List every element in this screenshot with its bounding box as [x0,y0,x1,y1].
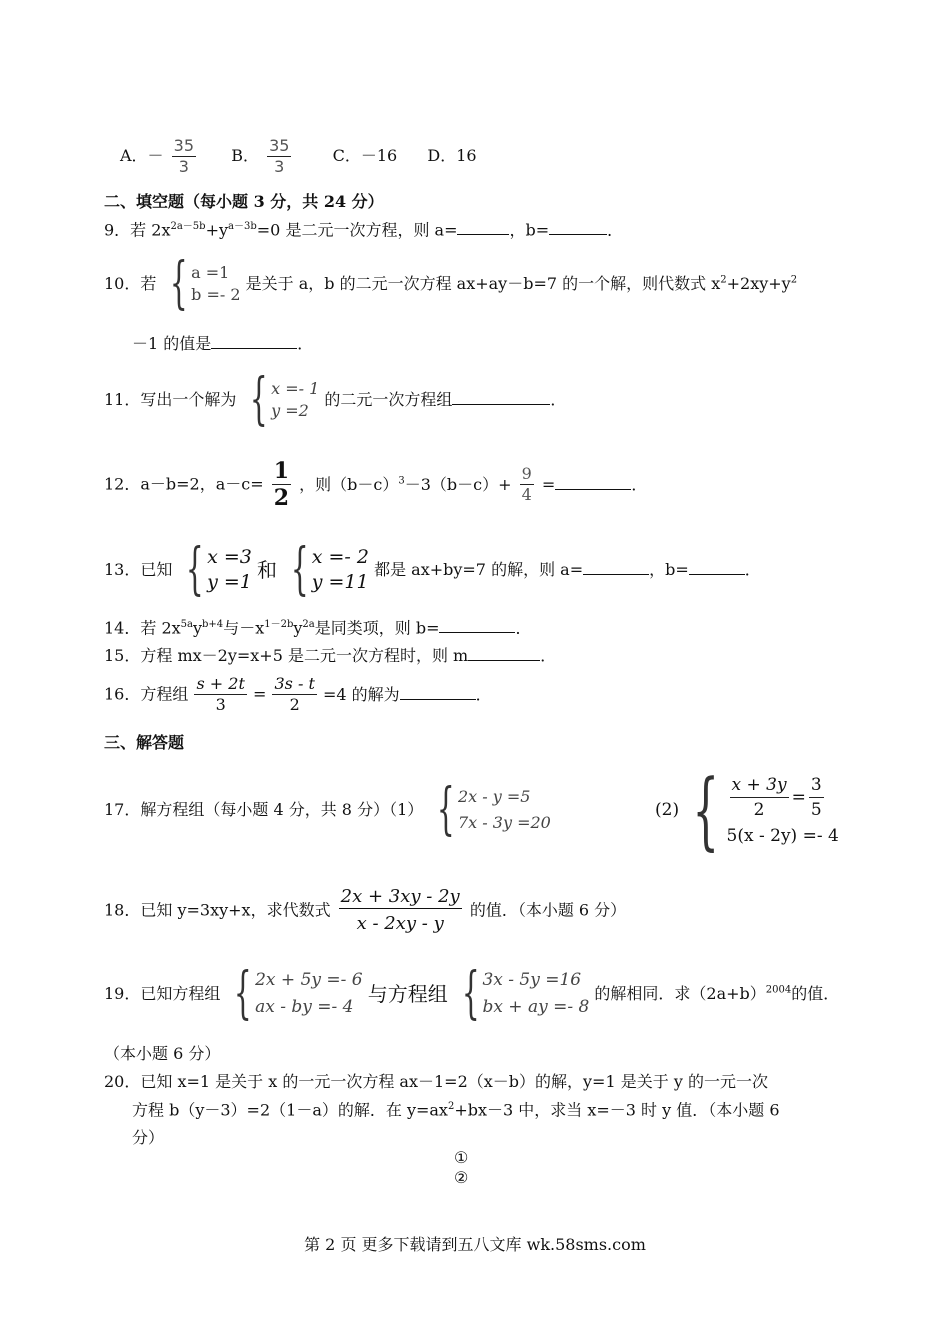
q16-fraction-2: $\frac{3s - t}{2}$ [274,674,315,714]
question-14: 14．若 $2x^{5a}y^{b+4}$与$-x^{1-2b}y^{2a}$是同类项，则 b= ． [104,618,532,638]
question-20-line-1: 20．已知 x=1 是关于 x 的一元一次方程 ax－1=2（x－b）的解，y=1 是关于 y 的一元一次 [104,1072,768,1091]
q19-system-1: { 2x + 5y =- 6 ax - by =- 4 [234,961,363,1026]
question-20-line-3: 分） [132,1128,165,1147]
question-16: 16．方程组 $\frac{s + 2t}{3}$ = $\frac{3s - t}{2}$ =4 的解为 ． [104,674,492,714]
q12-fraction-2: $\frac{9}{4}$ [521,464,532,504]
question-17-part-2: (2) { $\frac{x + 3y}{2}$ = $\frac{3}{5}$ 5(x - 2y) =- 4 [655,761,839,859]
option-d: D．16 [427,146,477,165]
question-10-cont: －1 的值是 ． [132,334,314,353]
q17-system-1: { 2x - y =5 7x - 3y =20 [437,777,551,842]
q8-options [120,138,477,175]
option-b-label: B． [231,146,259,165]
q19-system-2: { 3x - 5y =16 bx + ay =- 8 [461,961,590,1026]
marker-1: ① [454,1148,469,1167]
option-a-fraction: $\frac{35}{3}$ [173,136,195,176]
question-13: 13．已知 { x =3 y =1 和 { x =- 2 y =11 都是 ax+by=7 的解，则 a= ，b= ． [104,537,761,602]
question-19-note: （本小题 6 分） [104,1044,221,1063]
question-11: 11．写出一个解为 { x =- 1 y =2 的二元一次方程组 ． [104,367,567,432]
q11-system: { x =- 1 y =2 [250,367,320,432]
question-17: 17．解方程组（每小题 4 分，共 8 分）（1） { 2x - y =5 7x - 3y =20 [104,777,551,842]
section-2-heading: 二、填空题（每小题 3 分，共 24 分） [104,192,384,211]
q10-system: { a =1 b =- 2 [170,251,241,316]
option-b-fraction: $\frac{35}{3}$ [269,136,290,176]
q13-system-2: { x =- 2 y =11 [291,537,369,602]
question-9: 9．若 $2x^{2a-5b}+y^{a-3b}=0$ 是二元一次方程，则 a= ，b= ． [104,220,624,240]
option-a-label: A．－ [120,146,164,165]
question-19: 19．已知方程组 { 2x + 5y =- 6 ax - by =- 4 与方程组 { 3x - 5y =16 bx + ay =- 8 的解相同．求$(2a+b)^{2004}$的值． [104,961,840,1026]
q13-system-1: { x =3 y =1 [186,537,252,602]
q12-fraction-1: $\frac{1}{2}$ [273,458,290,511]
section-3-heading: 三、解答题 [104,733,185,752]
question-10: 10．若 { a =1 b =- 2 是关于 a，b 的二元一次方程 ax+ay－b=7 的一个解，则代数式 $x^2+2xy+y^2$ [104,251,798,316]
question-18: 18．已知 y=3xy+x，求代数式 $\frac{2x + 3xy - 2y}{x - 2xy - y}$ 的值．（本小题 6 分） [104,886,627,934]
q16-fraction-1: $\frac{s + 2t}{3}$ [196,674,245,714]
question-15: 15．方程 mx－2y=x+5 是二元一次方程时，则 m ． [104,646,557,665]
option-c: C．－16 [332,146,398,165]
question-20-line-2: 方程 b（y－3）=2（1－a）的解．在 $y=ax^2+bx-3$ 中，求当 x=－3 时 y 值．（本小题 6 [132,1100,780,1120]
q17-system-2: { $\frac{x + 3y}{2}$ = $\frac{3}{5}$ 5(x - 2y) =- 4 [692,761,839,859]
marker-2: ② [454,1168,469,1187]
page-footer: 第 2 页 更多下载请到五八文库 wk.58sms.com [304,1235,646,1254]
q18-fraction: $\frac{2x + 3xy - 2y}{x - 2xy - y}$ [340,886,460,934]
question-12: 12．a－b=2，a－c= $\frac{1}{2}$ ，则$(b-c)^3-3(b-c)+$ $\frac{9}{4}$ = ． [104,458,648,511]
